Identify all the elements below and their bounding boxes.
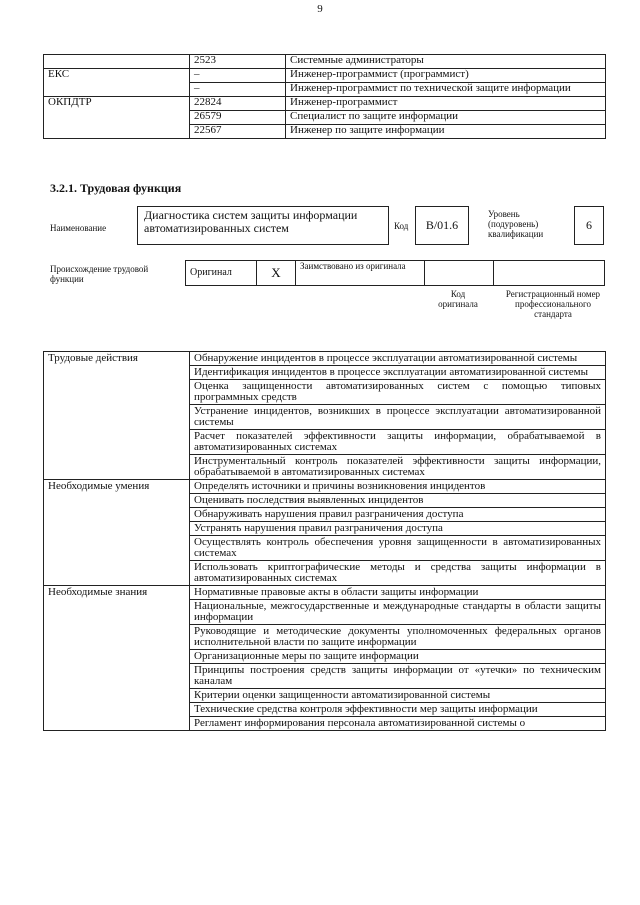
name-label: Наименование: [50, 223, 107, 233]
occupation-cell: Инженер-программист: [286, 97, 606, 111]
code-cell: –: [190, 83, 286, 97]
list-item: Расчет показателей эффективности защиты информации, обрабатываемой в автоматизированных системах: [190, 430, 606, 455]
function-code-box: В/01.6: [415, 206, 469, 245]
table-row: [44, 586, 606, 600]
page-number: 9: [317, 3, 323, 15]
occupation-cell: Инженер по защите информации: [286, 125, 606, 139]
code-original-caption: Код оригинала: [438, 289, 478, 309]
list-item: Технические средства контроля эффективности мер защиты информации: [190, 703, 606, 717]
code-cell: 22567: [190, 125, 286, 139]
table-row: [44, 69, 606, 83]
code-cell: 2523: [190, 55, 286, 69]
occupation-cell: Специалист по защите информации: [286, 111, 606, 125]
list-item: Нормативные правовые акты в области защиты информации: [190, 586, 606, 600]
skills-label: Необходимые умения: [44, 480, 190, 586]
level-label: Уровень (подуровень) квалификации: [488, 209, 544, 239]
list-item: Обнаруживать нарушения правил разграничения доступа: [190, 508, 606, 522]
occupation-cell: Инженер-программист по технической защите информации: [286, 83, 606, 97]
occupation-cell: Инженер-программист (программист): [286, 69, 606, 83]
list-item: Инструментальный контроль показателей эффективности защиты информации, обрабатываемой в автоматизированных системах: [190, 455, 606, 480]
classifier-cell: [44, 55, 190, 69]
reg-number-cell: [494, 261, 605, 286]
function-name-box: Диагностика систем защиты информации автоматизированных систем: [137, 206, 389, 245]
list-item: Устранение инцидентов, возникших в процессе эксплуатации автоматизированной системы: [190, 405, 606, 430]
original-label: Оригинал: [186, 261, 257, 286]
table-row: [44, 480, 606, 494]
original-mark: X: [257, 261, 296, 286]
function-details-table: [43, 351, 606, 731]
origin-table: [185, 260, 605, 286]
list-item: Оценивать последствия выявленных инцидентов: [190, 494, 606, 508]
list-item: Использовать криптографические методы и средства защиты информации в автоматизированных системах: [190, 561, 606, 586]
list-item: Критерии оценки защищенности автоматизированной системы: [190, 689, 606, 703]
table-row: [186, 261, 605, 286]
code-cell: –: [190, 69, 286, 83]
actions-label: Трудовые действия: [44, 352, 190, 480]
list-item: Организационные меры по защите информации: [190, 650, 606, 664]
list-item: Регламент информирования персонала автоматизированной системы о: [190, 717, 606, 731]
list-item: Идентификация инцидентов в процессе эксплуатации автоматизированной системы: [190, 366, 606, 380]
list-item: Руководящие и методические документы уполномоченных федеральных органов исполнительной власти по защите информации: [190, 625, 606, 650]
section-title: 3.2.1. Трудовая функция: [50, 181, 182, 195]
occupations-table: [43, 54, 606, 139]
list-item: Осуществлять контроль обеспечения уровня защищенности в автоматизированных системах: [190, 536, 606, 561]
origin-label: Происхождение трудовой функции: [50, 264, 149, 284]
table-row: [44, 352, 606, 366]
level-box: 6: [574, 206, 604, 245]
reg-number-caption: Регистрационный номер профессионального стандарта: [505, 289, 601, 319]
list-item: Определять источники и причины возникновения инцидентов: [190, 480, 606, 494]
list-item: Оценка защищенности автоматизированных систем с помощью типовых программных средств: [190, 380, 606, 405]
classifier-cell: ОКПДТР: [44, 97, 190, 139]
table-row: [44, 97, 606, 111]
code-cell: 22824: [190, 97, 286, 111]
knowledge-label: Необходимые знания: [44, 586, 190, 731]
code-cell: 26579: [190, 111, 286, 125]
list-item: Устранять нарушения правил разграничения доступа: [190, 522, 606, 536]
occupation-cell: Системные администраторы: [286, 55, 606, 69]
classifier-cell: ЕКС: [44, 69, 190, 97]
list-item: Национальные, межгосударственные и международные стандарты в области защиты информации: [190, 600, 606, 625]
table-row: [44, 55, 606, 69]
borrowed-label: Заимствовано из оригинала: [296, 261, 425, 286]
code-original-cell: [425, 261, 494, 286]
code-label: Код: [394, 221, 409, 231]
list-item: Обнаружение инцидентов в процессе эксплуатации автоматизированной системы: [190, 352, 606, 366]
list-item: Принципы построения средств защиты информации от «утечки» по техническим каналам: [190, 664, 606, 689]
